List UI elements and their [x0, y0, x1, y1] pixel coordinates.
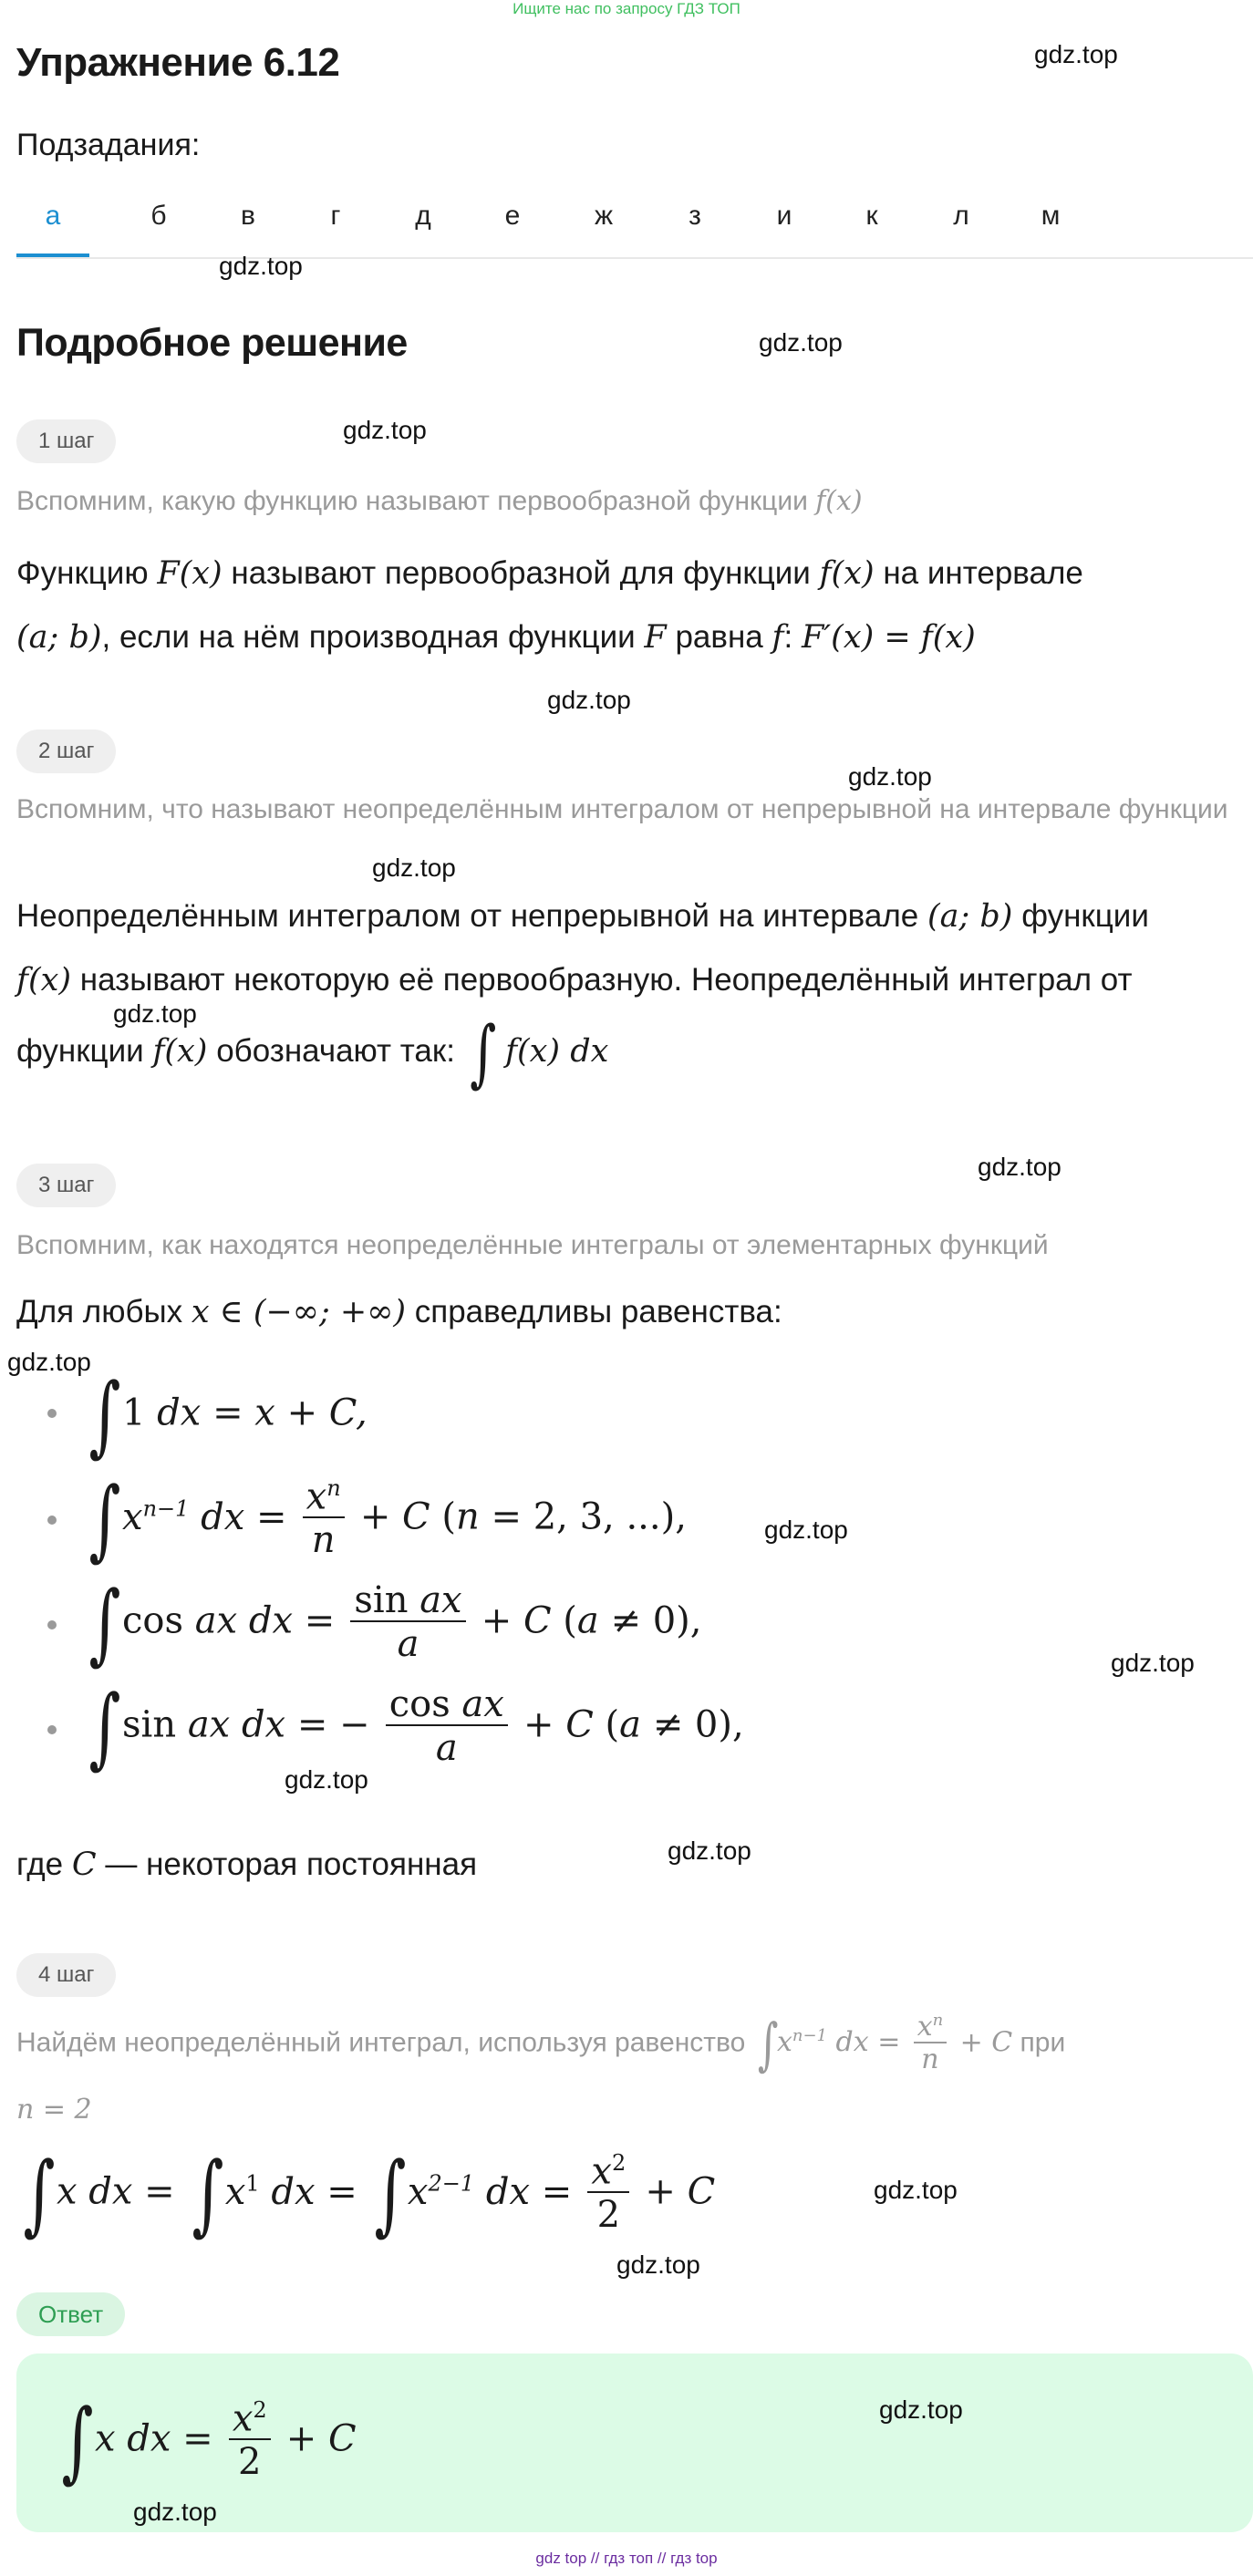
- watermark: gdz.top: [848, 762, 932, 791]
- section-heading: Подробное решение: [16, 321, 408, 365]
- footer-links[interactable]: gdz top // гдз топ // гдз top: [535, 2550, 718, 2567]
- tab-a[interactable]: а: [16, 201, 89, 257]
- step-1-hint: Вспомним, какую функцию называют первообразной функции f(x): [16, 485, 863, 517]
- subtasks-label: Подзадания:: [16, 128, 201, 162]
- step-2-body-notation: функции f(x) обозначают так: ∫ f(x) dx: [16, 1009, 609, 1095]
- step-4-hint-n: n = 2: [16, 2094, 92, 2126]
- watermark: gdz.top: [372, 853, 456, 882]
- formula-int-1: ∫1 dx = x + C,: [88, 1364, 368, 1466]
- page-title: Упражнение 6.12: [16, 40, 340, 85]
- top-banner: Ищите нас по запросу ГДЗ ТОП: [513, 0, 740, 17]
- watermark: gdz.top: [616, 2250, 700, 2279]
- watermark: gdz.top: [1034, 40, 1118, 68]
- list-bullet: [47, 1725, 57, 1734]
- watermark: gdz.top: [7, 1348, 91, 1376]
- tab-v[interactable]: в: [241, 201, 255, 231]
- answer-pill: Ответ: [16, 2292, 125, 2336]
- tab-z[interactable]: з: [689, 201, 701, 231]
- step-4-hint: Найдём неопределённый интеграл, используя равенство $\int x^{n-1}$ dx = $\frac{x^n}{n}$ + C при: [16, 2010, 1066, 2077]
- step-1-body: Функцию F(x) называют первообразной для функции f(x) на интервале (a; b), если на нём производная функции F равна f: F′(x) = f(x): [16, 555, 1083, 656]
- answer-formula: ∫x dx = $\frac{x^2}{2}$ + C: [61, 2390, 357, 2492]
- watermark: gdz.top: [764, 1516, 848, 1544]
- tab-g[interactable]: г: [330, 201, 341, 231]
- tab-m[interactable]: м: [1041, 201, 1061, 231]
- step-3-pill: 3 шаг: [16, 1164, 116, 1207]
- step-3-hint: Вспомним, как находятся неопределённые интегралы от элементарных функций: [16, 1230, 1049, 1260]
- watermark: gdz.top: [978, 1153, 1061, 1181]
- watermark: gdz.top: [874, 2176, 958, 2204]
- watermark: gdz.top: [547, 686, 631, 714]
- watermark: gdz.top: [113, 999, 197, 1028]
- tab-i[interactable]: и: [776, 201, 792, 231]
- tab-l[interactable]: л: [953, 201, 969, 231]
- watermark: gdz.top: [133, 2498, 217, 2526]
- formula-int-power: $\int x^{n-1}$ dx = $\frac{x^n}{n}$ + C (n = 2, 3, ...),: [88, 1468, 687, 1570]
- watermark: gdz.top: [668, 1836, 751, 1865]
- watermark: gdz.top: [1111, 1649, 1195, 1677]
- step-2-pill: 2 шаг: [16, 729, 116, 773]
- step-2-body: Неопределённым интегралом от непрерывной на интервале (a; b) функции f(x) называют некоторую её первообразную. Неопределённый интеграл от: [16, 898, 1149, 998]
- list-bullet: [47, 1409, 57, 1418]
- step-3-closing: где C — некоторая постоянная: [16, 1847, 478, 1883]
- formula-int-sin: ∫sin ax dx = − $\frac{\text{cos ax}}{a}$ + C (a ≠ 0),: [88, 1676, 744, 1778]
- integral-sign-icon: ∫: [469, 1009, 497, 1095]
- list-bullet: [47, 1620, 57, 1629]
- step-1-pill: 1 шаг: [16, 419, 116, 463]
- step-3-body: Для любых x ∈ (−∞; +∞) справедливы равенства:: [16, 1294, 782, 1330]
- tab-e[interactable]: е: [504, 201, 521, 231]
- step-2-hint: Вспомним, что называют неопределённым интегралом от непрерывной на интервале функции: [16, 794, 1228, 824]
- tab-b[interactable]: б: [150, 201, 167, 231]
- subtask-tabs: [16, 201, 1253, 259]
- tab-d[interactable]: д: [415, 201, 431, 231]
- watermark: gdz.top: [285, 1765, 368, 1794]
- step-4-solution: ∫x dx = $\int x^1$ dx = $\int x^{2-1}$ dx = $\frac{x^2}{2}$ + C: [23, 2143, 716, 2245]
- tab-zh[interactable]: ж: [594, 201, 614, 231]
- step-4-pill: 4 шаг: [16, 1953, 116, 1997]
- answer-box: [16, 2354, 1253, 2532]
- watermark: gdz.top: [219, 252, 303, 280]
- tab-k[interactable]: к: [865, 201, 878, 231]
- list-bullet: [47, 1516, 57, 1525]
- formula-int-cos: ∫cos ax dx = $\frac{\text{sin ax}}{a}$ + C (a ≠ 0),: [88, 1572, 702, 1674]
- watermark: gdz.top: [759, 328, 843, 357]
- watermark: gdz.top: [343, 416, 427, 444]
- watermark: gdz.top: [879, 2395, 963, 2424]
